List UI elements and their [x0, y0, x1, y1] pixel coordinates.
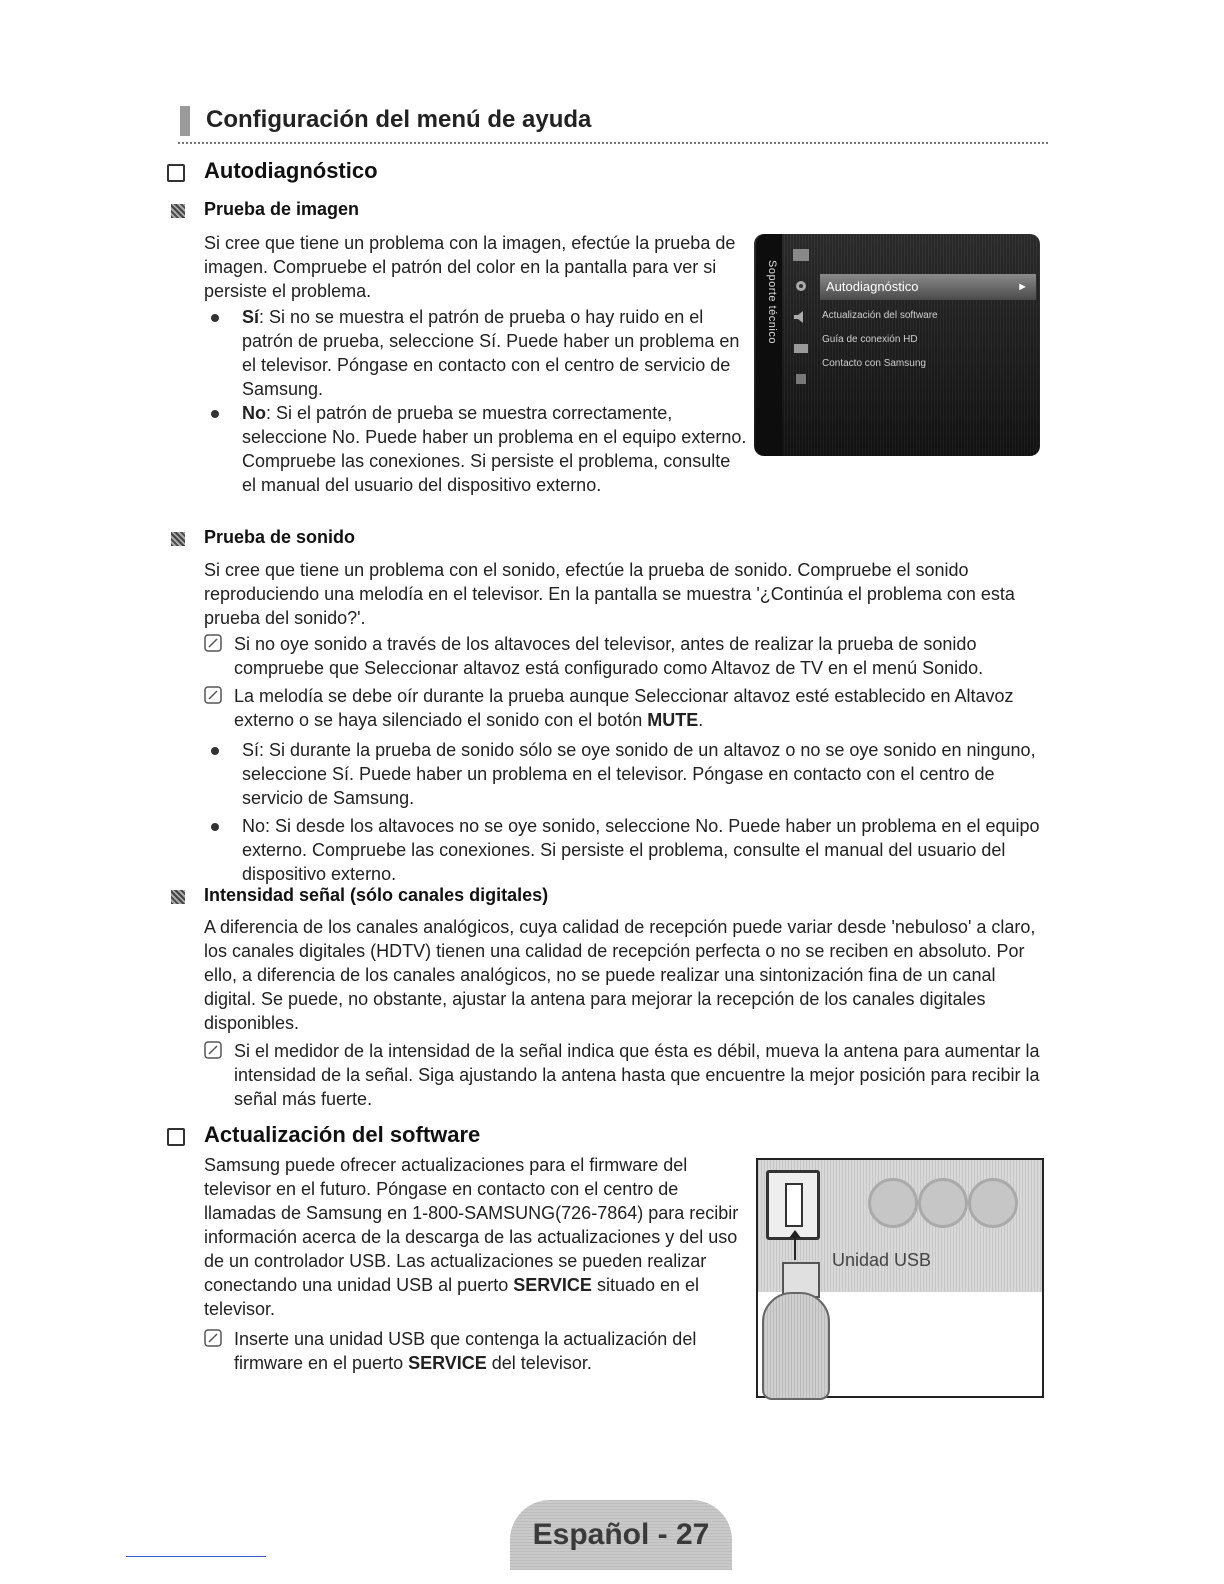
signal-notes [204, 1039, 1049, 1111]
footer-rule [126, 1556, 266, 1557]
subsection-marker-icon [171, 204, 185, 218]
tv-menu-item-label: Autodiagnóstico [826, 279, 919, 294]
chevron-right-icon: ► [1017, 281, 1028, 293]
subsection-marker-icon [171, 890, 185, 904]
picture-icon [792, 248, 810, 262]
note-text: Si el medidor de la intensidad de la señal indica que ésta es débil, mueva la antena para aumentar la intensidad de la señal. Siga ajustando la antena hasta que encuentre la mejor posición para recibir la señal más fuerte. [234, 1041, 1040, 1109]
tv-menu-item-autodiagnostico [820, 274, 1036, 300]
usb-slot [785, 1183, 803, 1227]
note-item [204, 684, 1049, 732]
tv-menu-sidebar [756, 234, 782, 456]
setup-icon [792, 372, 810, 386]
subsection-title-prueba-imagen: Prueba de imagen [204, 199, 360, 219]
header-marker [180, 106, 190, 136]
section-title-autodiagnostico: Autodiagnóstico [204, 158, 378, 183]
note-icon [204, 634, 222, 652]
tv-menu-side-label: Soporte técnico [766, 260, 778, 344]
software-intro-end: situado en el televisor. [204, 1275, 700, 1319]
subsection-marker-icon [171, 532, 185, 546]
channel-icon [792, 341, 810, 355]
tv-menu-item: Actualización del software [822, 310, 938, 321]
gear-icon [792, 279, 810, 293]
note-text: La melodía se debe oír durante la prueba aunque Seleccionar altavoz esté establecido en Altavoz externo o se haya silenciado el sonido con el botón [234, 686, 1014, 730]
software-intro-block [204, 1153, 749, 1375]
section-title-actualizacion: Actualización del software [204, 1122, 481, 1147]
signal-intro: A diferencia de los canales analógicos, cuya calidad de recepción puede variar desde 'nebuloso' a claro, los canales digitales (HDTV) tienen una calidad de recepción perfecta o no se reciben en absoluto. Por ello, a diferencia de los canales analógicos, no se puede realizar una sintonización fina de un canal digital. Se puede, no obstante, ajustar la antena para mejorar la recepción de los canales digitales disponibles. [204, 917, 1036, 1033]
service-label: SERVICE [513, 1275, 592, 1295]
note-text-end: . [698, 710, 704, 730]
bullet-text: : Si no se muestra el patrón de prueba o hay ruido en el patrón de prueba, seleccione Sí. Puede haber un problema en el televisor. Póngase en contacto con el centro de servicio de Samsung. [242, 307, 740, 399]
note-text: Inserte una unidad USB que contenga la actualización del firmware en el puerto [234, 1329, 697, 1373]
av-jack-icon [918, 1178, 968, 1228]
speaker-icon [792, 310, 810, 324]
page-header [178, 102, 1048, 144]
software-intro [204, 1153, 749, 1321]
note-text-end: del televisor. [486, 1353, 592, 1373]
usb-illustration [756, 1158, 1044, 1398]
note-text: Si no oye sonido a través de los altavoces del televisor, antes de realizar la prueba de sonido compruebe que Seleccionar altavoz está configurado como Altavoz de TV en el menú Sonido. [234, 634, 984, 678]
subsection-title-intensidad-senal: Intensidad señal (sólo canales digitales) [204, 885, 549, 905]
usb-drive-label: Unidad USB [832, 1250, 932, 1270]
note-icon [204, 1041, 222, 1059]
bullet-icon [211, 747, 219, 755]
service-label: SERVICE [408, 1353, 487, 1373]
tv-menu-item: Contacto con Samsung [822, 358, 926, 369]
bullet-text: Sí: Si durante la prueba de sonido sólo se oye sonido de un altavoz o no se oye sonido en ninguno, seleccione Sí. Puede haber un problema en el televisor. Póngase en contacto con el centro de servicio de Samsung. [242, 740, 1036, 808]
bullet-text: No: Si desde los altavoces no se oye sonido, seleccione No. Puede haber un problema en el equipo externo. Compruebe las conexiones. Si persiste el problema, consulte el manual del usuario del dispositivo externo. [242, 816, 1040, 884]
list-item [204, 401, 749, 497]
page-number: Español - 27 [532, 1518, 710, 1551]
bullet-icon [211, 314, 219, 322]
sound-test-notes [204, 632, 1049, 886]
bullet-icon [211, 410, 219, 418]
av-jack-icon [968, 1178, 1018, 1228]
note-item [204, 1039, 1049, 1111]
tv-menu-icons [786, 248, 818, 403]
tv-menu-item: Guía de conexión HD [822, 334, 918, 345]
picture-test-bullets [204, 305, 749, 497]
page-number-tab [510, 1500, 732, 1570]
page-title: Configuración del menú de ayuda [206, 106, 592, 133]
bullet-icon [211, 823, 219, 831]
mute-label: MUTE [647, 710, 699, 730]
bullet-label: No [242, 403, 266, 423]
note-item [204, 632, 1049, 680]
section-checkbox-icon [167, 1128, 185, 1146]
bullet-label: Sí [242, 307, 260, 327]
software-intro-text: Samsung puede ofrecer actualizaciones para el firmware del televisor en el futuro. Póngase en contacto con el centro de llamadas de Samsung en 1-800-SAMSUNG(726-7864) para recibir información acerca de la descarga de las actualizaciones y del uso de un controlador USB. Las actualizaciones se pueden realizar conectando una unidad USB al puerto [204, 1155, 739, 1295]
note-icon [204, 1329, 222, 1347]
note-icon [204, 686, 222, 704]
sound-test-intro: Si cree que tiene un problema con el sonido, efectúe la prueba de sonido. Compruebe el sonido reproduciendo una melodía en el televisor. En la pantalla se muestra '¿Continúa el problema con esta prueba del sonido?'. [204, 560, 1015, 628]
section-checkbox-icon [167, 164, 185, 182]
list-item [204, 814, 1049, 886]
tv-menu-screenshot [754, 234, 1040, 456]
picture-test-intro: Si cree que tiene un problema con la imagen, efectúe la prueba de imagen. Compruebe el patrón del color en la pantalla para ver si persiste el problema. [204, 233, 736, 301]
list-item [204, 305, 749, 401]
arrow-up-icon [794, 1236, 796, 1260]
av-jack-icon [868, 1178, 918, 1228]
list-item [204, 738, 1049, 810]
bullet-text: : Si el patrón de prueba se muestra correctamente, seleccione No. Puede haber un problema en el equipo externo. Compruebe las conexiones. Si persiste el problema, consulte el manual del usuario del dispositivo externo. [242, 403, 747, 495]
subsection-title-prueba-sonido: Prueba de sonido [204, 527, 356, 547]
note-item [204, 1327, 749, 1375]
usb-drive-icon [762, 1292, 830, 1400]
